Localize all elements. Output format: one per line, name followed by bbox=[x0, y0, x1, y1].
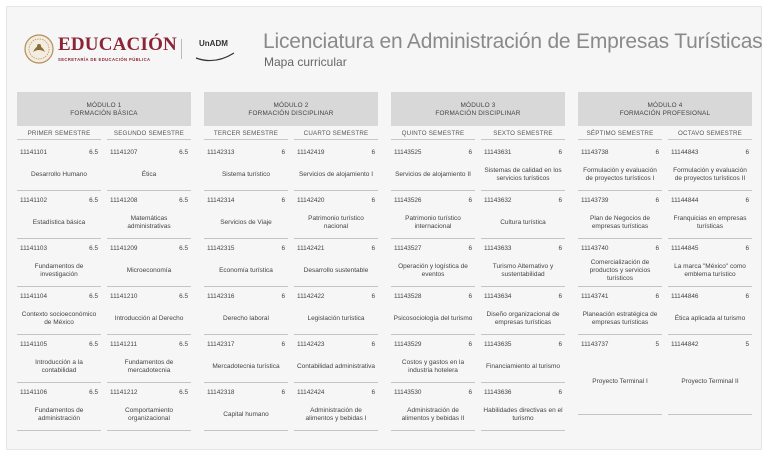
course-credits: 6 bbox=[558, 197, 562, 204]
course-card bbox=[578, 291, 662, 335]
course-credits: 5 bbox=[745, 341, 749, 348]
course-name: Ética bbox=[141, 171, 157, 178]
brand-subtitle: SECRETARÍA DE EDUCACIÓN PÚBLICA bbox=[58, 57, 151, 62]
course-card bbox=[481, 243, 565, 287]
course-card bbox=[391, 387, 475, 431]
header bbox=[0, 0, 768, 80]
course-credits: 6 bbox=[371, 341, 375, 348]
course-credits: 6.5 bbox=[89, 149, 98, 156]
page-title: Licenciatura en Administración de Empresas Turísticas bbox=[263, 30, 763, 53]
course-credits: 6.5 bbox=[179, 293, 188, 300]
course-card bbox=[391, 291, 475, 335]
course-credits: 6 bbox=[281, 389, 285, 396]
module-4 bbox=[578, 92, 752, 126]
course-name: Psicosociología del turismo bbox=[393, 315, 473, 322]
semester-header-row bbox=[17, 130, 191, 140]
course-card bbox=[107, 147, 191, 191]
course-name: Legislación turística bbox=[307, 315, 365, 322]
course-name: Cultura turística bbox=[500, 219, 546, 226]
course-credits: 6 bbox=[371, 149, 375, 156]
course-name: Comportamiento organizacional bbox=[124, 407, 174, 422]
course-code: 11142419 bbox=[297, 149, 325, 156]
course-card bbox=[668, 339, 752, 415]
module-number: MÓDULO 1 bbox=[86, 102, 122, 109]
coat-of-arms-icon bbox=[24, 34, 54, 64]
module-number: MÓDULO 4 bbox=[647, 102, 683, 109]
semester-label: SEGUNDO SEMESTRE bbox=[107, 130, 191, 140]
course-credits: 6 bbox=[558, 293, 562, 300]
course-name: Sistemas de calidad en los servicios turísticos bbox=[484, 167, 562, 182]
course-credits: 6 bbox=[558, 149, 562, 156]
course-credits: 6 bbox=[371, 197, 375, 204]
course-card bbox=[578, 243, 662, 287]
course-code: 11143633 bbox=[484, 245, 512, 252]
course-name: Financiamiento al turismo bbox=[485, 363, 561, 370]
module-header bbox=[578, 92, 752, 126]
course-code: 11141103 bbox=[20, 245, 48, 252]
course-code: 11144845 bbox=[671, 245, 699, 252]
course-code: 11141212 bbox=[110, 389, 138, 396]
course-card bbox=[668, 291, 752, 335]
course-name: Administración de alimentos y bebidas I bbox=[305, 407, 367, 422]
course-card bbox=[578, 195, 662, 239]
course-name: Formulación y evaluación de proyectos turísticos I bbox=[583, 167, 657, 182]
course-code: 11144843 bbox=[671, 149, 699, 156]
course-credits: 6.5 bbox=[89, 341, 98, 348]
course-credits: 6 bbox=[281, 245, 285, 252]
course-code: 11142423 bbox=[297, 341, 325, 348]
course-code: 11143739 bbox=[581, 197, 609, 204]
course-card bbox=[294, 243, 378, 287]
course-code: 11143527 bbox=[394, 245, 422, 252]
course-name: Sistema turístico bbox=[221, 171, 271, 178]
course-name: Formulación y evaluación de proyectos turísticos II bbox=[673, 167, 747, 182]
course-name: Proyecto Terminal I bbox=[592, 378, 648, 385]
course-card bbox=[481, 339, 565, 383]
course-name: Franquicias en empresas turísticas bbox=[673, 215, 747, 230]
course-code: 11142313 bbox=[207, 149, 235, 156]
course-credits: 6.5 bbox=[179, 389, 188, 396]
module-area: FORMACIÓN PROFESIONAL bbox=[619, 110, 711, 117]
course-card bbox=[17, 339, 101, 383]
semester-label: SEXTO SEMESTRE bbox=[481, 130, 565, 140]
module-header bbox=[17, 92, 191, 126]
course-code: 11143528 bbox=[394, 293, 422, 300]
course-code: 11142316 bbox=[207, 293, 235, 300]
course-name: Fundamentos de investigación bbox=[34, 263, 84, 278]
course-card bbox=[481, 291, 565, 335]
course-card bbox=[294, 387, 378, 431]
course-card bbox=[107, 243, 191, 287]
module-number: MÓDULO 3 bbox=[460, 102, 496, 109]
course-code: 11142317 bbox=[207, 341, 235, 348]
course-credits: 6.5 bbox=[179, 197, 188, 204]
semester-header-row bbox=[391, 130, 565, 140]
course-name: Introducción al Derecho bbox=[114, 315, 184, 322]
course-card bbox=[17, 291, 101, 335]
course-credits: 6 bbox=[745, 149, 749, 156]
course-credits: 6 bbox=[468, 293, 472, 300]
course-code: 11144846 bbox=[671, 293, 699, 300]
course-code: 11141207 bbox=[110, 149, 138, 156]
course-name: Patrimonio turístico nacional bbox=[308, 215, 364, 230]
course-code: 11144842 bbox=[671, 341, 699, 348]
course-credits: 6.5 bbox=[89, 197, 98, 204]
course-name: Microeconomía bbox=[126, 267, 172, 274]
semester-label: SÉPTIMO SEMESTRE bbox=[578, 130, 662, 140]
logo-divider bbox=[181, 39, 182, 59]
course-credits: 5 bbox=[655, 341, 659, 348]
course-code: 11143635 bbox=[484, 341, 512, 348]
course-code: 11141104 bbox=[20, 293, 48, 300]
course-card bbox=[668, 243, 752, 287]
course-credits: 6 bbox=[745, 197, 749, 204]
course-name: Comercialización de productos y servicios turísticos bbox=[589, 259, 651, 282]
semester-label: QUINTO SEMESTRE bbox=[391, 130, 475, 140]
course-code: 11143529 bbox=[394, 341, 422, 348]
course-credits: 6 bbox=[745, 293, 749, 300]
course-card bbox=[107, 291, 191, 335]
semester-label: CUARTO SEMESTRE bbox=[294, 130, 378, 140]
course-code: 11143737 bbox=[581, 341, 609, 348]
course-name: Turismo Alternativo y sustentabilidad bbox=[492, 263, 554, 278]
unadm-logo-text: UnADM bbox=[199, 39, 228, 48]
course-name: Administración de alimentos y bebidas II bbox=[401, 407, 465, 422]
course-credits: 6.5 bbox=[89, 293, 98, 300]
course-card bbox=[107, 195, 191, 239]
course-credits: 6.5 bbox=[179, 149, 188, 156]
course-credits: 6 bbox=[558, 389, 562, 396]
course-code: 11142421 bbox=[297, 245, 325, 252]
course-credits: 6.5 bbox=[179, 341, 188, 348]
course-name: Matemáticas administrativas bbox=[127, 215, 171, 230]
course-code: 11143525 bbox=[394, 149, 422, 156]
course-credits: 6 bbox=[468, 245, 472, 252]
course-code: 11143526 bbox=[394, 197, 422, 204]
course-credits: 6 bbox=[655, 293, 659, 300]
course-code: 11143634 bbox=[484, 293, 512, 300]
semester-label: OCTAVO SEMESTRE bbox=[668, 130, 752, 140]
course-code: 11143636 bbox=[484, 389, 512, 396]
semester-header-row bbox=[578, 130, 752, 140]
course-code: 11142420 bbox=[297, 197, 325, 204]
course-card bbox=[17, 147, 101, 191]
course-card bbox=[204, 195, 288, 239]
course-card bbox=[481, 147, 565, 191]
course-card bbox=[294, 147, 378, 191]
course-name: Servicios de Viaje bbox=[220, 219, 272, 226]
course-name: Derecho laboral bbox=[223, 315, 269, 322]
course-name: Planeación estratégica de empresas turísticas bbox=[582, 311, 658, 326]
course-code: 11143740 bbox=[581, 245, 609, 252]
course-code: 11142424 bbox=[297, 389, 325, 396]
course-card bbox=[294, 339, 378, 383]
course-code: 11142318 bbox=[207, 389, 235, 396]
semester-label: PRIMER SEMESTRE bbox=[17, 130, 101, 140]
course-name: Fundamentos de administración bbox=[34, 407, 84, 422]
course-credits: 6 bbox=[371, 245, 375, 252]
course-card bbox=[481, 195, 565, 239]
course-card bbox=[391, 147, 475, 191]
course-credits: 6 bbox=[655, 197, 659, 204]
module-header bbox=[204, 92, 378, 126]
course-code: 11143631 bbox=[484, 149, 512, 156]
course-card bbox=[204, 147, 288, 191]
course-code: 11141211 bbox=[110, 341, 138, 348]
course-credits: 6 bbox=[281, 149, 285, 156]
course-credits: 6.5 bbox=[89, 389, 98, 396]
course-card bbox=[578, 147, 662, 191]
course-code: 11142315 bbox=[207, 245, 235, 252]
module-number: MÓDULO 2 bbox=[273, 102, 309, 109]
course-credits: 6 bbox=[468, 197, 472, 204]
course-code: 11141106 bbox=[20, 389, 48, 396]
course-name: Plan de Negocios de empresas turísticas bbox=[590, 215, 650, 230]
course-name: Proyecto Terminal II bbox=[681, 378, 739, 385]
course-card bbox=[17, 195, 101, 239]
course-credits: 6.5 bbox=[179, 245, 188, 252]
course-card bbox=[294, 291, 378, 335]
course-name: Habilidades directivas en el turismo bbox=[483, 407, 563, 422]
course-credits: 6 bbox=[558, 341, 562, 348]
course-name: Economía turística bbox=[219, 267, 273, 274]
course-credits: 6 bbox=[468, 149, 472, 156]
course-name: Operación y logística de eventos bbox=[398, 263, 468, 278]
course-code: 11143530 bbox=[394, 389, 422, 396]
course-card bbox=[17, 387, 101, 431]
course-code: 11142314 bbox=[207, 197, 235, 204]
course-credits: 6 bbox=[371, 293, 375, 300]
course-card bbox=[391, 339, 475, 383]
course-name: Contabilidad administrativa bbox=[296, 363, 376, 370]
course-name: Mercadotecnia turística bbox=[212, 363, 280, 370]
course-name: Capital humano bbox=[223, 411, 269, 418]
module-area: FORMACIÓN DISCIPLINAR bbox=[435, 110, 521, 117]
course-code: 11141208 bbox=[110, 197, 138, 204]
course-name: Fundamentos de mercadotecnia bbox=[124, 359, 174, 374]
course-name: Patrimonio turístico internacional bbox=[405, 215, 461, 230]
module-2 bbox=[204, 92, 378, 126]
course-card bbox=[481, 387, 565, 431]
semester-header-row bbox=[204, 130, 378, 140]
course-card bbox=[107, 339, 191, 383]
course-credits: 6 bbox=[371, 389, 375, 396]
course-card bbox=[17, 243, 101, 287]
course-code: 11141102 bbox=[20, 197, 48, 204]
course-credits: 6 bbox=[281, 197, 285, 204]
module-1 bbox=[17, 92, 191, 126]
brand-logo bbox=[58, 35, 177, 62]
course-code: 11141105 bbox=[20, 341, 48, 348]
course-name: La marca "México" como emblema turístico bbox=[674, 263, 746, 278]
course-credits: 6 bbox=[745, 245, 749, 252]
course-card bbox=[668, 195, 752, 239]
course-card bbox=[391, 243, 475, 287]
module-header bbox=[391, 92, 565, 126]
page-subtitle: Mapa curricular bbox=[264, 55, 347, 69]
course-name: Desarrollo Humano bbox=[31, 171, 87, 178]
course-credits: 6 bbox=[468, 389, 472, 396]
course-name: Diseño organizacional de empresas turísticas bbox=[486, 311, 560, 326]
course-credits: 6 bbox=[281, 341, 285, 348]
course-code: 11142422 bbox=[297, 293, 325, 300]
course-credits: 6 bbox=[281, 293, 285, 300]
brand-title: EDUCACIÓN bbox=[58, 34, 177, 55]
course-name: Costos y gastos en la industria hotelera bbox=[401, 359, 465, 374]
module-area: FORMACIÓN DISCIPLINAR bbox=[248, 110, 334, 117]
course-card bbox=[204, 339, 288, 383]
course-code: 11144844 bbox=[671, 197, 699, 204]
course-card bbox=[668, 147, 752, 191]
course-name: Ética aplicada al turismo bbox=[674, 315, 746, 322]
course-name: Servicios de alojamiento II bbox=[395, 171, 471, 178]
course-credits: 6 bbox=[655, 245, 659, 252]
course-credits: 6 bbox=[558, 245, 562, 252]
course-credits: 6.5 bbox=[89, 245, 98, 252]
course-code: 11141101 bbox=[20, 149, 48, 156]
semester-label: TERCER SEMESTRE bbox=[204, 130, 288, 140]
course-code: 11141210 bbox=[110, 293, 138, 300]
course-code: 11143741 bbox=[581, 293, 609, 300]
course-name: Estadística básica bbox=[32, 219, 86, 226]
course-code: 11141209 bbox=[110, 245, 138, 252]
course-card bbox=[204, 243, 288, 287]
course-name: Servicios de alojamiento I bbox=[298, 171, 374, 178]
module-3 bbox=[391, 92, 565, 126]
course-code: 11143738 bbox=[581, 149, 609, 156]
course-card bbox=[107, 387, 191, 431]
course-card bbox=[204, 387, 288, 431]
course-code: 11143632 bbox=[484, 197, 512, 204]
course-card bbox=[391, 195, 475, 239]
course-credits: 6 bbox=[468, 341, 472, 348]
course-name: Contexto socioeconómico de México bbox=[21, 311, 97, 326]
course-card bbox=[294, 195, 378, 239]
course-card bbox=[204, 291, 288, 335]
course-credits: 6 bbox=[655, 149, 659, 156]
course-name: Introducción a la contabilidad bbox=[35, 359, 83, 374]
course-name: Desarrollo sustentable bbox=[303, 267, 369, 274]
module-area: FORMACIÓN BÁSICA bbox=[70, 110, 138, 117]
course-card bbox=[578, 339, 662, 415]
